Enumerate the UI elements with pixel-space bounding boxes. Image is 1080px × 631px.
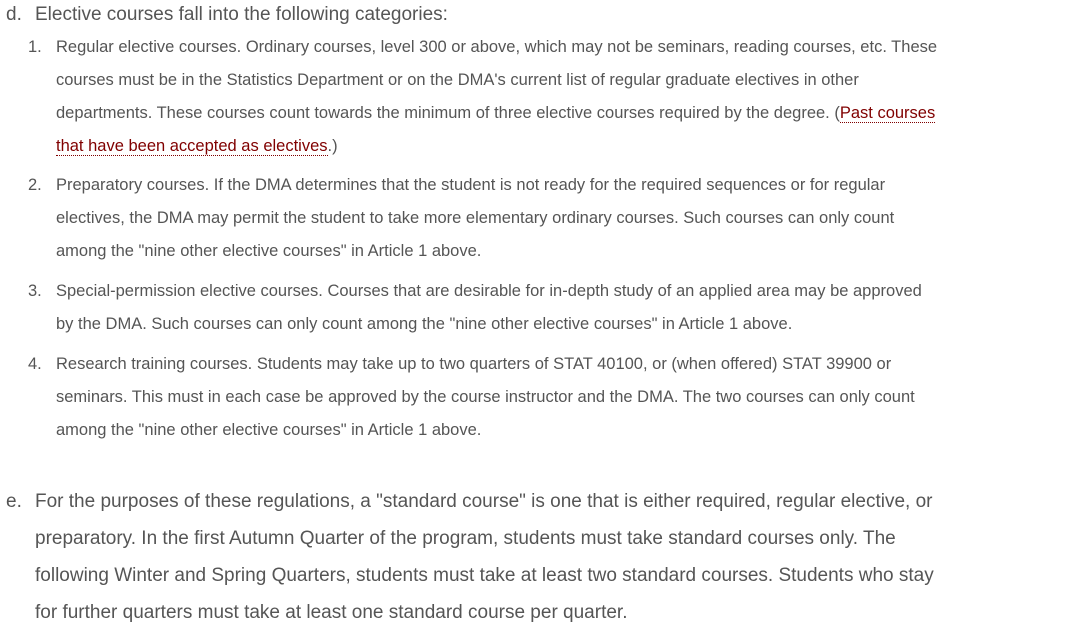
sub-item-1-line: courses must be in the Statistics Department or on the DMA's current list of regular graduate electives in other [56, 71, 859, 89]
list-item-e-line: following Winter and Spring Quarters, students must take at least two standard courses. Students who stay [35, 565, 934, 586]
list-item-e-line: preparatory. In the first Autumn Quarter of the program, students must take standard courses only. The [35, 528, 896, 549]
sub-item-2-line: electives, the DMA may permit the student to take more elementary ordinary courses. Such courses can only count [56, 209, 895, 227]
list-item-e-line: for further quarters must take at least one standard course per quarter. [35, 602, 628, 623]
list-item-d-text: Elective courses fall into the following categories: [35, 4, 448, 25]
sub-item-2-line: Preparatory courses. If the DMA determines that the student is not ready for the required sequences or for regular [56, 176, 886, 194]
sub-item-2-text [56, 169, 1078, 268]
list-marker-d: d. [6, 4, 22, 25]
sub-item-1-text [56, 31, 1078, 163]
list-item-d [0, 0, 1080, 30]
sub-item-4-line: seminars. This must in each case be approved by the course instructor and the DMA. The two courses can only count [56, 388, 915, 406]
sub-item-1-line [56, 97, 1078, 130]
sub-item-1-line-end: .) [327, 137, 338, 155]
sub-item-4-line: Research training courses. Students may take up to two quarters of STAT 40100, or (when offered) STAT 39900 or [56, 355, 892, 373]
sub-item-1-line-text: departments. These courses count towards the minimum of three elective courses required by the degree. ( [56, 104, 840, 122]
sub-item-3-line: by the DMA. Such courses can only count among the "nine other elective courses" in Article 1 above. [56, 315, 793, 333]
sub-item-4-line: among the "nine other elective courses" in Article 1 above. [56, 421, 482, 439]
list-marker-e: e. [6, 491, 22, 512]
list-item-e-text [35, 483, 934, 631]
sub-marker-4: 4. [28, 355, 42, 373]
sub-item-3-line: Special-permission elective courses. Courses that are desirable for in-depth study of an applied area may be approved [56, 282, 922, 300]
sub-item-1-line [56, 130, 1078, 163]
sub-item-4-text [56, 348, 1078, 447]
past-courses-link-continued[interactable]: that have been accepted as electives [56, 137, 328, 155]
sub-marker-2: 2. [28, 176, 42, 194]
sub-item-3-text [56, 275, 1078, 341]
sub-item-2-line: among the "nine other elective courses" in Article 1 above. [56, 242, 482, 260]
past-courses-link[interactable]: Past courses [839, 104, 936, 122]
sub-marker-1: 1. [28, 38, 42, 56]
list-item-e [0, 483, 1080, 623]
sub-item-1-line: Regular elective courses. Ordinary courses, level 300 or above, which may not be seminars, reading courses, etc. These [56, 38, 938, 56]
list-item-e-line: For the purposes of these regulations, a "standard course" is one that is either required, regular elective, or [35, 491, 933, 512]
sub-marker-3: 3. [28, 282, 42, 300]
